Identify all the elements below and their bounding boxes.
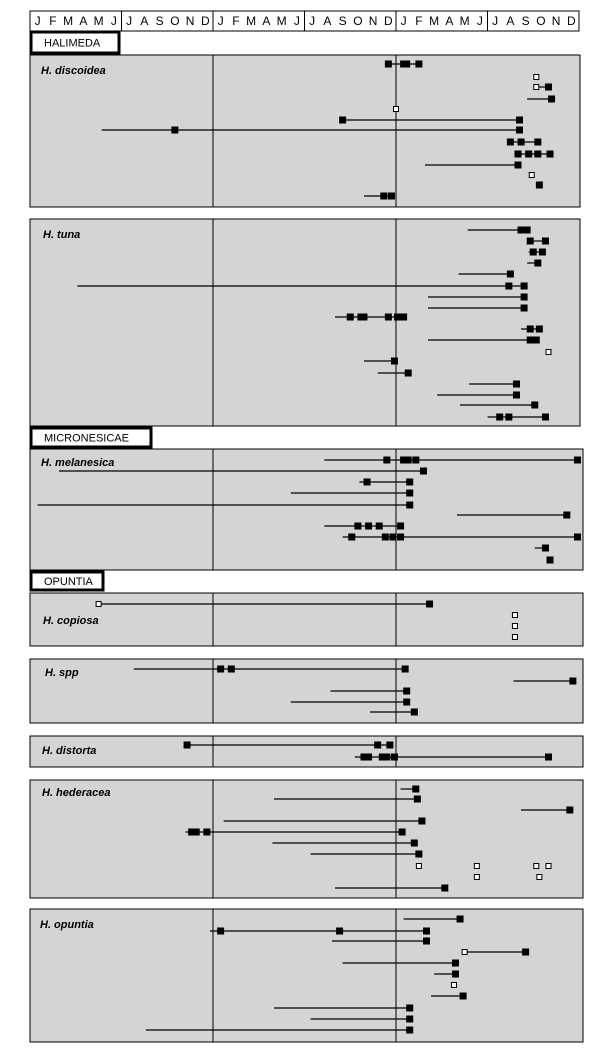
filled-square-marker	[364, 479, 371, 486]
filled-square-marker	[385, 61, 392, 68]
filled-square-marker	[574, 534, 581, 541]
month-label: J	[34, 14, 41, 28]
filled-square-marker	[539, 249, 546, 256]
filled-square-marker	[420, 468, 427, 475]
open-square-marker	[529, 173, 534, 178]
filled-square-marker	[522, 949, 529, 956]
filled-square-marker	[347, 314, 354, 321]
month-label: N	[185, 14, 195, 28]
filled-square-marker	[527, 238, 534, 245]
filled-square-marker	[380, 193, 387, 200]
open-square-marker	[416, 864, 421, 869]
filled-square-marker	[406, 479, 413, 486]
month-label: S	[155, 14, 164, 28]
filled-square-marker	[406, 1016, 413, 1023]
filled-square-marker	[415, 851, 422, 858]
species-label: H. distorta	[42, 745, 97, 757]
filled-square-marker	[376, 523, 383, 530]
filled-square-marker	[382, 534, 389, 541]
filled-square-marker	[397, 534, 404, 541]
filled-square-marker	[423, 938, 430, 945]
section-label: OPUNTIA	[44, 576, 93, 588]
month-label: D	[384, 14, 393, 28]
open-square-marker	[537, 875, 542, 880]
filled-square-marker	[383, 754, 390, 761]
filled-square-marker	[412, 786, 419, 793]
filled-square-marker	[336, 928, 343, 935]
month-label: O	[536, 14, 546, 28]
month-label: J	[110, 14, 117, 28]
open-square-marker	[512, 635, 517, 640]
filled-square-marker	[228, 666, 235, 673]
filled-square-marker	[354, 523, 361, 530]
filled-square-marker	[414, 796, 421, 803]
species-panel	[30, 736, 583, 767]
filled-square-marker	[412, 457, 419, 464]
species-label: H. copiosa	[43, 615, 99, 627]
filled-square-marker	[569, 678, 576, 685]
month-label: O	[170, 14, 180, 28]
filled-square-marker	[374, 742, 381, 749]
filled-square-marker	[203, 829, 210, 836]
filled-square-marker	[403, 699, 410, 706]
filled-square-marker	[530, 249, 537, 256]
filled-square-marker	[365, 754, 372, 761]
filled-square-marker	[521, 283, 528, 290]
month-label: J	[293, 14, 300, 28]
filled-square-marker	[516, 117, 523, 124]
filled-square-marker	[574, 457, 581, 464]
filled-square-marker	[515, 151, 522, 158]
month-label: N	[368, 14, 378, 28]
open-square-marker	[474, 875, 479, 880]
species-label: H. tuna	[43, 229, 81, 241]
month-label: A	[445, 14, 454, 28]
filled-square-marker	[507, 139, 514, 146]
filled-square-marker	[460, 993, 467, 1000]
section-label: MICRONESICAE	[44, 432, 129, 445]
month-label: A	[262, 14, 271, 28]
filled-square-marker	[400, 314, 407, 321]
month-label: J	[400, 14, 407, 28]
filled-square-marker	[423, 928, 430, 935]
month-label: A	[323, 14, 332, 28]
month-label: F	[49, 14, 57, 28]
filled-square-marker	[515, 162, 522, 169]
species-label: H. discoidea	[41, 65, 106, 77]
filled-square-marker	[405, 457, 412, 464]
filled-square-marker	[411, 840, 418, 847]
month-label: D	[567, 14, 576, 28]
month-label: N	[551, 14, 561, 28]
species-label: H. spp	[45, 667, 79, 679]
filled-square-marker	[405, 370, 412, 377]
filled-square-marker	[399, 829, 406, 836]
month-label: M	[429, 14, 440, 28]
month-label: J	[476, 14, 483, 28]
species-panel	[30, 909, 583, 1042]
filled-square-marker	[391, 358, 398, 365]
open-square-marker	[451, 983, 456, 988]
filled-square-marker	[542, 545, 549, 552]
filled-square-marker	[348, 534, 355, 541]
open-square-marker	[512, 613, 517, 618]
filled-square-marker	[533, 337, 540, 344]
month-label: D	[201, 14, 210, 28]
filled-square-marker	[524, 227, 531, 234]
filled-square-marker	[406, 490, 413, 497]
filled-square-marker	[457, 916, 464, 923]
filled-square-marker	[184, 742, 191, 749]
species-label: H. opuntia	[40, 919, 94, 931]
open-square-marker	[96, 602, 101, 607]
filled-square-marker	[505, 283, 512, 290]
filled-square-marker	[547, 557, 554, 564]
filled-square-marker	[386, 742, 393, 749]
month-label: M	[459, 14, 470, 28]
month-label: J	[492, 14, 499, 28]
month-label: F	[415, 14, 423, 28]
open-square-marker	[462, 950, 467, 955]
filled-square-marker	[452, 960, 459, 967]
filled-square-marker	[426, 601, 433, 608]
filled-square-marker	[339, 117, 346, 124]
filled-square-marker	[452, 971, 459, 978]
month-label: J	[309, 14, 316, 28]
filled-square-marker	[527, 326, 534, 333]
filled-square-marker	[415, 61, 422, 68]
filled-square-marker	[403, 688, 410, 695]
filled-square-marker	[566, 807, 573, 814]
filled-square-marker	[389, 534, 396, 541]
filled-square-marker	[531, 402, 538, 409]
filled-square-marker	[406, 502, 413, 509]
filled-square-marker	[360, 314, 367, 321]
section-label: HALIMEDA	[44, 37, 101, 50]
filled-square-marker	[542, 414, 549, 421]
filled-square-marker	[513, 381, 520, 388]
filled-square-marker	[385, 314, 392, 321]
filled-square-marker	[441, 885, 448, 892]
open-square-marker	[394, 107, 399, 112]
month-label: J	[126, 14, 133, 28]
filled-square-marker	[521, 294, 528, 301]
species-label: H. hederacea	[42, 787, 111, 799]
month-label: S	[338, 14, 347, 28]
filled-square-marker	[545, 84, 552, 91]
filled-square-marker	[547, 151, 554, 158]
filled-square-marker	[563, 512, 570, 519]
open-square-marker	[512, 624, 517, 629]
filled-square-marker	[394, 314, 401, 321]
filled-square-marker	[406, 1005, 413, 1012]
open-square-marker	[534, 75, 539, 80]
filled-square-marker	[505, 414, 512, 421]
filled-square-marker	[536, 182, 543, 189]
species-panel	[30, 780, 583, 898]
filled-square-marker	[403, 61, 410, 68]
month-label: M	[93, 14, 104, 28]
filled-square-marker	[411, 709, 418, 716]
month-label: O	[353, 14, 363, 28]
open-square-marker	[546, 864, 551, 869]
filled-square-marker	[516, 127, 523, 134]
open-square-marker	[546, 350, 551, 355]
open-square-marker	[474, 864, 479, 869]
month-label: M	[63, 14, 74, 28]
filled-square-marker	[518, 227, 525, 234]
filled-square-marker	[397, 523, 404, 530]
month-label: A	[140, 14, 149, 28]
month-label: S	[521, 14, 530, 28]
filled-square-marker	[548, 96, 555, 103]
month-label: M	[276, 14, 287, 28]
filled-square-marker	[402, 666, 409, 673]
filled-square-marker	[217, 928, 224, 935]
filled-square-marker	[521, 305, 528, 312]
open-square-marker	[534, 85, 539, 90]
month-label: A	[79, 14, 88, 28]
month-label: A	[506, 14, 515, 28]
filled-square-marker	[525, 151, 532, 158]
filled-square-marker	[217, 666, 224, 673]
filled-square-marker	[534, 260, 541, 267]
filled-square-marker	[496, 414, 503, 421]
filled-square-marker	[418, 818, 425, 825]
filled-square-marker	[507, 271, 514, 278]
filled-square-marker	[171, 127, 178, 134]
filled-square-marker	[388, 193, 395, 200]
filled-square-marker	[365, 523, 372, 530]
filled-square-marker	[513, 392, 520, 399]
species-label: H. melanesica	[41, 457, 115, 469]
filled-square-marker	[406, 1027, 413, 1034]
filled-square-marker	[383, 457, 390, 464]
filled-square-marker	[527, 337, 534, 344]
filled-square-marker	[534, 151, 541, 158]
filled-square-marker	[391, 754, 398, 761]
month-label: J	[217, 14, 224, 28]
filled-square-marker	[545, 754, 552, 761]
filled-square-marker	[542, 238, 549, 245]
filled-square-marker	[534, 139, 541, 146]
species-panel	[30, 55, 580, 207]
filled-square-marker	[536, 326, 543, 333]
open-square-marker	[534, 864, 539, 869]
month-label: M	[246, 14, 257, 28]
species-panel	[30, 593, 583, 646]
month-label: F	[232, 14, 240, 28]
filled-square-marker	[518, 139, 525, 146]
filled-square-marker	[193, 829, 200, 836]
